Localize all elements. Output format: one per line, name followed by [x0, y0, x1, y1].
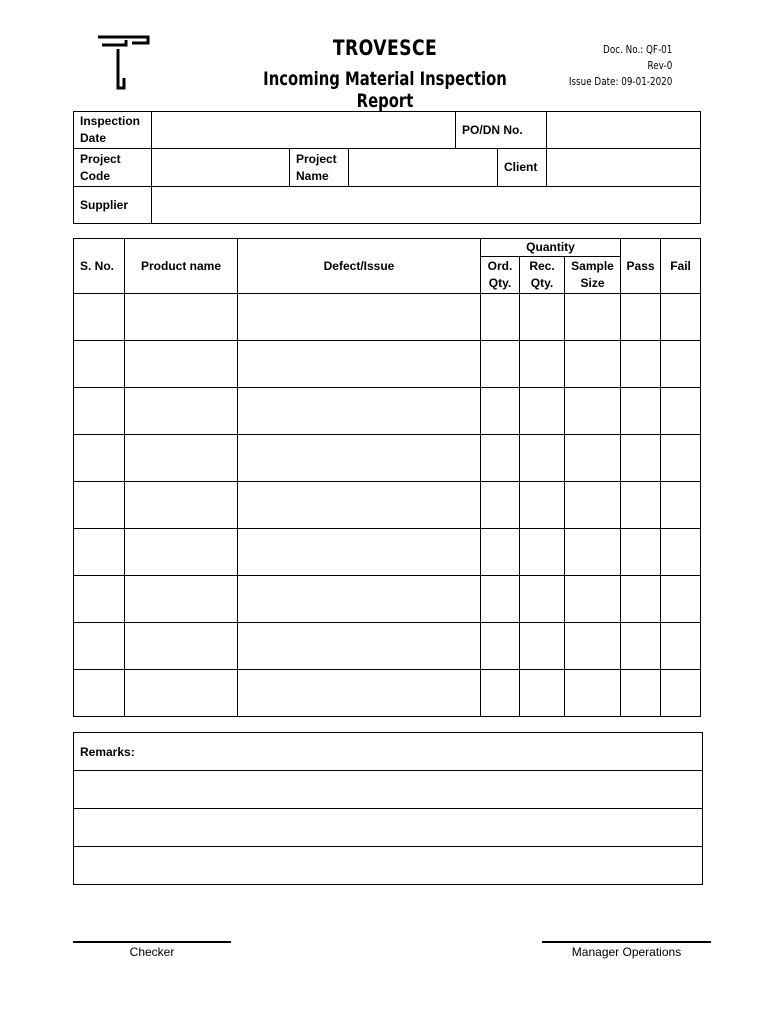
table-cell[interactable]	[74, 482, 125, 529]
table-cell[interactable]	[520, 388, 565, 435]
table-cell[interactable]	[238, 623, 481, 670]
table-cell[interactable]	[661, 529, 701, 576]
col-sno: S. No.	[74, 239, 125, 294]
remarks-line[interactable]	[74, 809, 703, 847]
table-cell[interactable]	[565, 623, 621, 670]
table-cell[interactable]	[661, 435, 701, 482]
table-cell[interactable]	[238, 341, 481, 388]
revision: Rev-0	[647, 59, 672, 72]
client-field[interactable]	[547, 149, 701, 187]
col-pass: Pass	[621, 239, 661, 294]
manager-signature-line	[542, 941, 711, 943]
project-name-label: Project Name	[290, 149, 349, 187]
table-cell[interactable]	[565, 388, 621, 435]
table-cell[interactable]	[661, 482, 701, 529]
table-cell[interactable]	[621, 482, 661, 529]
table-row	[74, 623, 701, 670]
table-cell[interactable]	[238, 529, 481, 576]
table-cell[interactable]	[621, 435, 661, 482]
table-cell[interactable]	[520, 482, 565, 529]
doc-number: Doc. No.: QF-01	[602, 43, 672, 56]
checker-signature-line	[73, 941, 231, 943]
table-cell[interactable]	[125, 670, 238, 717]
table-cell[interactable]	[661, 294, 701, 341]
table-row	[74, 435, 701, 482]
table-cell[interactable]	[565, 529, 621, 576]
project-name-field[interactable]	[349, 149, 498, 187]
table-row	[74, 670, 701, 717]
table-cell[interactable]	[520, 341, 565, 388]
table-cell[interactable]	[74, 670, 125, 717]
table-cell[interactable]	[621, 670, 661, 717]
remarks-line[interactable]	[74, 771, 703, 809]
supplier-field[interactable]	[152, 187, 701, 224]
table-cell[interactable]	[238, 670, 481, 717]
table-cell[interactable]	[621, 341, 661, 388]
table-cell[interactable]	[238, 388, 481, 435]
inspection-date-label: Inspection Date	[74, 112, 152, 149]
table-row	[74, 529, 701, 576]
inspection-items-table	[73, 238, 701, 717]
remarks-label: Remarks:	[74, 733, 703, 771]
table-cell[interactable]	[238, 576, 481, 623]
table-cell[interactable]	[481, 294, 520, 341]
table-cell[interactable]	[565, 670, 621, 717]
company-logo	[96, 34, 154, 94]
col-rec-qty: Rec. Qty.	[520, 257, 565, 294]
document-meta	[569, 42, 673, 90]
table-cell[interactable]	[661, 341, 701, 388]
project-code-label: Project Code	[74, 149, 152, 187]
table-cell[interactable]	[520, 294, 565, 341]
table-cell[interactable]	[481, 482, 520, 529]
table-cell[interactable]	[481, 670, 520, 717]
table-row	[74, 482, 701, 529]
col-sample-size: Sample Size	[565, 257, 621, 294]
checker-label: Checker	[129, 945, 175, 959]
table-cell[interactable]	[481, 576, 520, 623]
table-cell[interactable]	[74, 623, 125, 670]
po-dn-field[interactable]	[547, 112, 701, 149]
table-cell[interactable]	[481, 435, 520, 482]
table-cell[interactable]	[481, 388, 520, 435]
table-cell[interactable]	[621, 388, 661, 435]
table-cell[interactable]	[481, 341, 520, 388]
table-row	[74, 576, 701, 623]
table-cell[interactable]	[661, 388, 701, 435]
table-cell[interactable]	[125, 529, 238, 576]
col-product-name: Product name	[125, 239, 238, 294]
table-row	[74, 341, 701, 388]
manager-label: Manager Operations	[571, 945, 682, 959]
table-cell[interactable]	[621, 623, 661, 670]
col-ord-qty: Ord. Qty.	[481, 257, 520, 294]
table-cell[interactable]	[125, 435, 238, 482]
table-cell[interactable]	[621, 294, 661, 341]
table-cell[interactable]	[520, 529, 565, 576]
table-row	[74, 388, 701, 435]
remarks-line[interactable]	[74, 847, 703, 885]
table-row	[74, 294, 701, 341]
col-quantity: Quantity	[481, 239, 621, 257]
col-defect-issue: Defect/Issue	[238, 239, 481, 294]
inspection-date-field[interactable]	[152, 112, 456, 149]
table-cell[interactable]	[238, 482, 481, 529]
table-cell[interactable]	[74, 576, 125, 623]
table-cell[interactable]	[238, 294, 481, 341]
table-cell[interactable]	[520, 576, 565, 623]
table-cell[interactable]	[565, 294, 621, 341]
table-cell[interactable]	[565, 435, 621, 482]
remarks-table	[73, 732, 703, 885]
table-cell[interactable]	[74, 294, 125, 341]
po-dn-label: PO/DN No.	[456, 112, 547, 149]
col-fail: Fail	[661, 239, 701, 294]
project-code-field[interactable]	[152, 149, 290, 187]
table-cell[interactable]	[661, 576, 701, 623]
table-cell[interactable]	[565, 576, 621, 623]
table-cell[interactable]	[74, 529, 125, 576]
table-cell[interactable]	[481, 623, 520, 670]
table-cell[interactable]	[74, 388, 125, 435]
table-cell[interactable]	[74, 435, 125, 482]
table-cell[interactable]	[74, 341, 125, 388]
table-cell[interactable]	[661, 623, 701, 670]
table-cell[interactable]	[565, 482, 621, 529]
table-cell[interactable]	[125, 482, 238, 529]
client-label: Client	[498, 149, 547, 187]
supplier-label: Supplier	[74, 187, 152, 224]
table-cell[interactable]	[520, 435, 565, 482]
table-cell[interactable]	[238, 435, 481, 482]
table-cell[interactable]	[125, 341, 238, 388]
table-cell[interactable]	[481, 529, 520, 576]
table-cell[interactable]	[125, 576, 238, 623]
table-cell[interactable]	[520, 670, 565, 717]
table-cell[interactable]	[661, 670, 701, 717]
table-cell[interactable]	[565, 341, 621, 388]
table-cell[interactable]	[125, 294, 238, 341]
table-cell[interactable]	[125, 388, 238, 435]
inspection-info-table	[73, 111, 701, 224]
table-cell[interactable]	[520, 623, 565, 670]
company-name: TROVESCE	[332, 36, 438, 60]
report-title: Incoming Material Inspection Report	[263, 68, 507, 112]
issue-date: Issue Date: 09-01-2020	[568, 75, 672, 88]
table-cell[interactable]	[621, 576, 661, 623]
table-cell[interactable]	[621, 529, 661, 576]
table-cell[interactable]	[125, 623, 238, 670]
